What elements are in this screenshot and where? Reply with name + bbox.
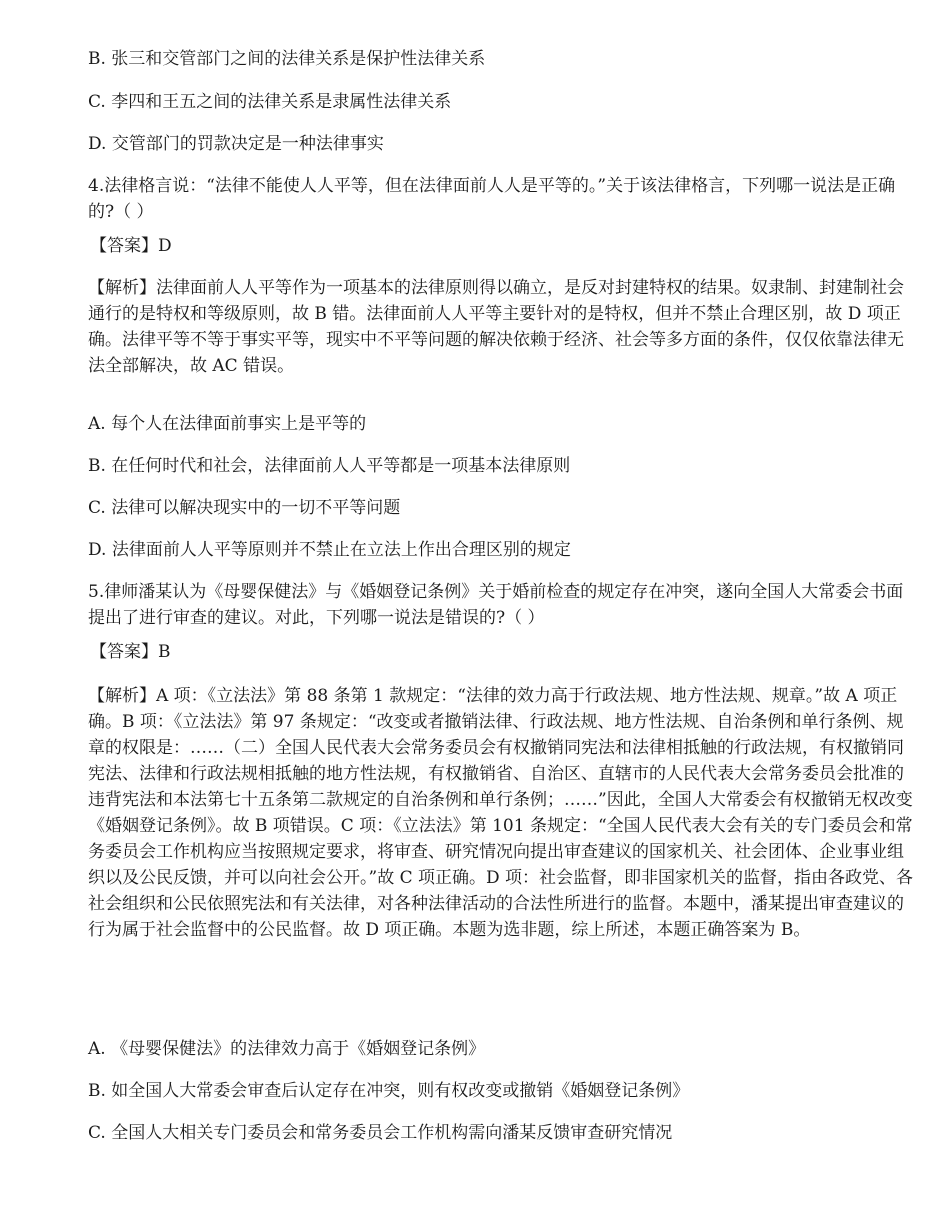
q4-option-c: C. 法律可以解决现实中的一切不平等问题 <box>88 498 401 518</box>
question-5-answer: 【答案】B <box>90 642 171 662</box>
q3-option-d: D. 交管部门的罚款决定是一种法律事实 <box>88 134 384 154</box>
q5-option-c: C. 全国人大相关专门委员会和常务委员会工作机构需向潘某反馈审查研究情况 <box>88 1123 673 1143</box>
question-5-explanation: 【解析】A 项：《立法法》第 88 条第 1 款规定：“法律的效力高于行政法规、地方性法规、规章。”故 A 项正确。B 项：《立法法》第 97 条规定：“改变或者撤销法律、行政法规、地方性法规、自治条例和单行条例、规章的权限是：……（二）全国人民代表大会常务委员会有权撤销同宪法和法律相抵触的行政法规，有权撤销同宪法、法律和行政法规相抵触的地方性法规，有权撤销省、自治区、直辖市的人民代表大会常务委员会批准的违背宪法和本法第七十五条第二款规定的自治条例和单行条例；……”因此，全国人大常委会有权撤销无权改变《婚姻登记条例》。故 B 项错误。C 项：《立法法》第 101 条规定：“全国人民代表大会有关的专门委员会和常务委员会工作机构应当按照规定要求，将审查、研究情况向提出审查建议的国家机关、社会团体、企业事业组织以及公民反馈，并可以向社会公开。”故 C 项正确。D 项：社会监督，即非国家机关的监督，指由各政党、各社会组织和公民依照宪法和有关法律，对各种法律活动的合法性所进行的监督。本题中，潘某提出审查建议的行为属于社会监督中的公民监督。故 D 项正确。本题为选非题，综上所述，本题正确答案为 B。 <box>88 686 914 940</box>
q4-option-a: A. 每个人在法律面前事实上是平等的 <box>88 414 367 434</box>
q5-option-a: A. 《母婴保健法》的法律效力高于《婚姻登记条例》 <box>88 1039 486 1059</box>
q3-option-c: C. 李四和王五之间的法律关系是隶属性法律关系 <box>88 92 452 112</box>
question-4-answer: 【答案】D <box>90 236 172 256</box>
question-4-stem: 4.法律格言说：“法律不能使人人平等，但在法律面前人人是平等的。”关于该法律格言，下列哪一说法是正确的?（ ） <box>88 176 896 222</box>
q3-option-b: B. 张三和交管部门之间的法律关系是保护性法律关系 <box>88 49 486 69</box>
q4-option-b: B. 在任何时代和社会，法律面前人人平等都是一项基本法律原则 <box>88 456 571 476</box>
question-4-explanation: 【解析】法律面前人人平等作为一项基本的法律原则得以确立，是反对封建特权的结果。奴隶制、封建制社会通行的是特权和等级原则，故 B 错。法律面前人人平等主要针对的是特权，但并不禁止合理区别，故 D 项正确。法律平等不等于事实平等，现实中不平等问题的解决依赖于经济、社会等多方面的条件，仅仅依靠法律无法全部解决，故 AC 错误。 <box>88 278 904 376</box>
q4-option-d: D. 法律面前人人平等原则并不禁止在立法上作出合理区别的规定 <box>88 540 571 560</box>
question-5-stem: 5.律师潘某认为《母婴保健法》与《婚姻登记条例》关于婚前检查的规定存在冲突，遂向全国人大常委会书面提出了进行审查的建议。对此，下列哪一说法是错误的?（ ） <box>88 582 904 628</box>
q5-option-b: B. 如全国人大常委会审查后认定存在冲突，则有权改变或撤销《婚姻登记条例》 <box>88 1081 690 1101</box>
